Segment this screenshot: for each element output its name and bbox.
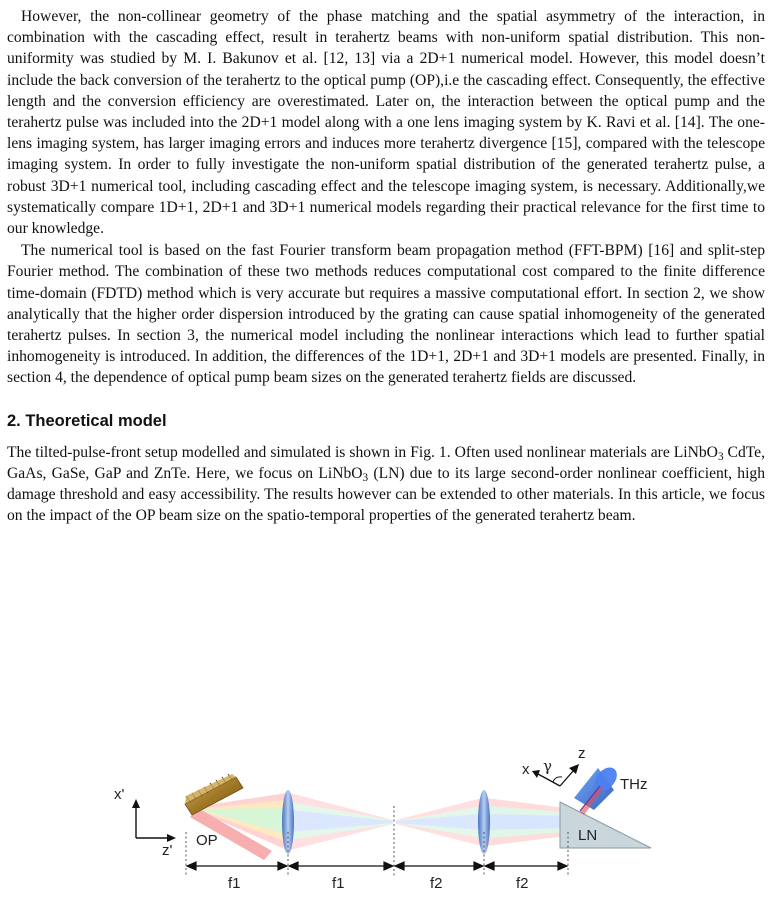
text-segment: The tilted-pulse-front setup modelled and simulated is shown in Fig. 1. Often used nonlinear materials are LiNbO bbox=[7, 443, 718, 461]
dimension-arrows bbox=[187, 862, 567, 870]
thz-beam bbox=[574, 763, 621, 815]
subscript: 3 bbox=[362, 471, 369, 484]
section-heading: 2. Theoretical model bbox=[7, 411, 167, 430]
thz-label: THz bbox=[620, 776, 648, 793]
paragraph bbox=[7, 442, 765, 527]
text-segment: The numerical tool is based on the fast Fourier transform beam propagation method (FFT-BPM) [16] and split-step Fourier method. The combination of these two methods reduces computational cost compared to the finite difference time-domain (FDTD) method which is very accurate but requires a massive computational effort. In section 2, we show analytically that the higher order dispersion introduced by the grating can cause spatial inhomogeneity of the generated terahertz pulses. In section 3, the numerical model including the nonlinear interactions which lead to further spatial inhomogeneity is introduced. In addition, the differences of the 1D+1, 2D+1 and 3D+1 models are presented. Finally, in section 4, the dependence of optical pump beam sizes on the generated terahertz fields are discussed. bbox=[7, 242, 765, 387]
ln-crystal bbox=[560, 802, 651, 848]
distance-label-f1-b: f1 bbox=[332, 875, 345, 892]
text-segment: CdTe, GaAs, GaSe, GaP and ZnTe. Here, we focus on LiNbO bbox=[7, 443, 765, 482]
text-segment: (LN) due to its large second-order nonlinear coefficient, high damage threshold and easy accessibility. The results however can be extended to other materials. In this article, we focus on the impact of the OP beam size on the spatio-temporal properties of the generated terahertz beam. bbox=[7, 464, 765, 525]
rainbow-beam-3 bbox=[396, 798, 482, 846]
lens-2 bbox=[478, 790, 490, 854]
figure-setup-diagram bbox=[0, 736, 772, 898]
paragraph bbox=[7, 6, 765, 239]
axis-x-label: x' bbox=[114, 786, 125, 803]
setup-svg bbox=[0, 736, 772, 898]
axis-x-arrowhead bbox=[132, 799, 140, 808]
op-label: OP bbox=[196, 832, 218, 849]
coordinate-axes bbox=[132, 799, 176, 842]
crystal-axes bbox=[532, 764, 579, 786]
crystal-z-label: z bbox=[578, 745, 586, 762]
ln-label: LN bbox=[578, 827, 598, 844]
distance-label-f1-a: f1 bbox=[228, 875, 241, 892]
intro-paragraphs bbox=[7, 6, 765, 389]
page bbox=[7, 6, 765, 526]
crystal-x-label: x bbox=[522, 761, 530, 778]
rainbow-beam-4 bbox=[486, 798, 566, 846]
section-paragraphs bbox=[7, 442, 765, 527]
axis-z-arrowhead bbox=[167, 834, 176, 842]
rainbow-beam-2 bbox=[290, 793, 393, 850]
text-segment: However, the non-collinear geometry of the phase matching and the spatial asymmetry of the interaction, in combination with the cascading effect, result in terahertz beams with non-uniform spatial distribution. This non-uniformity was studied by M. I. Bakunov et al. [12, 13] via a 2D+1 numerical model. However, this model doesn’t include the back conversion of the terahertz to the optical pump (OP),i.e the cascading effect. Consequently, the effective length and the conversion efficiency are overestimated. Later on, the interaction between the optical pump and the terahertz pulse was included into the 2D+1 model along with a one lens imaging system by K. Ravi et al. [14]. The one-lens imaging system, has larger imaging errors and induces more terahertz divergence [15], compared with the telescope imaging system. In order to fully investigate the non-uniform spatial distribution of the generated terahertz pulse, a robust 3D+1 numerical tool, including cascading effect and the telescope imaging system, is necessary. Additionally,we systematically compare 1D+1, 2D+1 and 3D+1 numerical models regarding their practical relevance for the first time to our knowledge. bbox=[7, 8, 765, 238]
paragraph bbox=[7, 240, 765, 388]
distance-label-f2-b: f2 bbox=[516, 875, 529, 892]
distance-label-f2-a: f2 bbox=[430, 875, 443, 892]
axis-z-label: z' bbox=[162, 842, 173, 859]
lens-1 bbox=[282, 790, 294, 854]
gamma-label: γ bbox=[543, 757, 552, 775]
subscript: 3 bbox=[717, 450, 724, 463]
